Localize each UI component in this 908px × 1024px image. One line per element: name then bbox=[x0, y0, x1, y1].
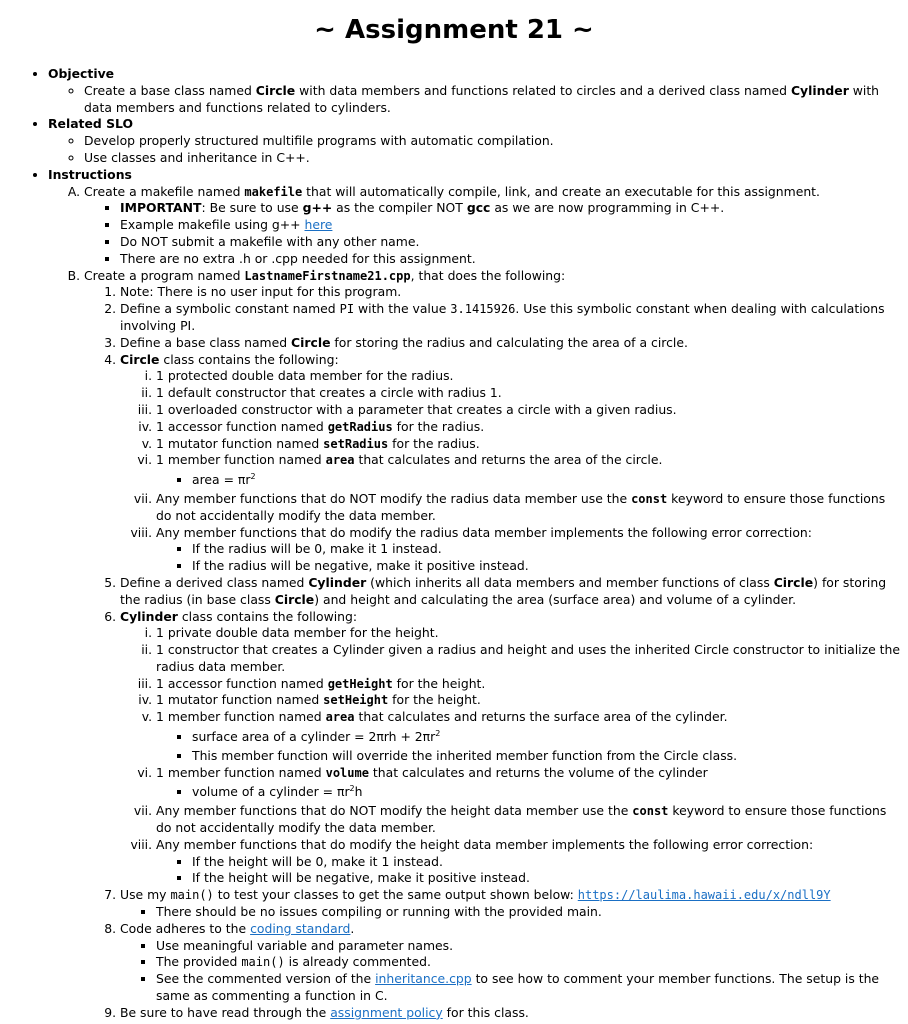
circle-item: viii. Any member functions that do modify the radius data member implements the following error correction: ▪ If the radius will be 0, make it 1 instead. ▪ If the radius will be negative, make it positive instead. bbox=[156, 525, 900, 575]
step-2: 2. Define a symbolic constant named PI with the value 3.1415926. Use this symbolic constant when dealing with calculations involving PI. bbox=[120, 301, 900, 335]
step-8: 8. Code adheres to the coding standard. ▪ Use meaningful variable and parameter names. ▪ The provided main() is already commented. ▪ See the commented version of the inheritance.cpp to see how to comment your member functions. The setup is the same as commenting a function in C. bbox=[120, 921, 900, 1005]
assignment-policy-link[interactable]: assignment policy bbox=[330, 1004, 443, 1020]
makefile-example-link[interactable]: here bbox=[304, 217, 333, 233]
page-title: ~ Assignment 21 ~ bbox=[314, 15, 594, 45]
slo-section bbox=[48, 116, 900, 166]
step-4: 4. Circle class contains the following: i. 1 protected double data member for the radius. ii. 1 default constructor that creates a circle with radius 1. iii. 1 overloaded constructor with a parameter that creates a circle with a given radius. iv. 1 accessor function named getRadius for the radius. v. 1 mutator function named setRadius for the radius. vi. 1 member function named area that calculates and returns the area of the circle. ▪ area = $\pi r^2$ vii. Any member functions that do NOT modify the radius data member use the const keyword to ensure those functions do not accidentally modify the data member. viii. Any member functions that do modify the radius data member implements the following error correction: ▪ If the radius will be 0, make it 1 instead. ▪ If the radius will be negative, make it positive instead. bbox=[120, 352, 900, 575]
circle-item: vi. 1 member function named area that calculates and returns the area of the circle. ▪ area = $\pi r^2$ bbox=[156, 452, 900, 491]
instructions-section bbox=[48, 167, 900, 1022]
circle-item: iii. 1 overloaded constructor with a parameter that creates a circle with a given radius. bbox=[156, 402, 900, 419]
objective-section bbox=[48, 66, 900, 116]
override-note: ▪ This member function will override the inherited member function from the Circle class. bbox=[192, 748, 900, 765]
objective-text: ◦ Create a base class named Circle with data members and functions related to circles and a derived class named Cylinder with data members and functions related to cylinders. bbox=[84, 83, 900, 117]
slo-item: ◦ Use classes and inheritance in C++. bbox=[84, 150, 900, 167]
main-note: ▪ There should be no issues compiling or running with the provided main. bbox=[156, 904, 900, 921]
step-3: 3. Define a base class named Circle for storing the radius and calculating the area of a circle. bbox=[120, 335, 900, 352]
area-formula: ▪ area = $\pi r^2$ bbox=[192, 469, 900, 491]
error-rule: ▪ If the radius will be 0, make it 1 instead. bbox=[192, 541, 900, 558]
coding-standard-link[interactable]: coding standard bbox=[250, 920, 351, 936]
cylinder-item: vii. Any member functions that do NOT modify the height data member use the const keyword to ensure those functions do not accidentally modify the data member. bbox=[156, 803, 900, 837]
error-rule: ▪ If the radius will be negative, make it positive instead. bbox=[192, 558, 900, 575]
makefile-name-note: ▪ Do NOT submit a makefile with any other name. bbox=[120, 234, 900, 251]
instruction-b: B. Create a program named LastnameFirstname21.cpp, that does the following: 1. Note: There is no user input for this program. 2. Define a symbolic constant named PI with the value 3.1415926. Use this symbolic constant when dealing with calculations involving PI. 3. Define a base class named Circle for storing the radius and calculating the area of a circle. 4. Circle class contains the following: i. 1 protected double data member for the radius. ii. 1 default constructor that creates a circle with radius 1. iii. 1 overloaded constructor with a parameter that creates a circle with a given radius. iv. 1 accessor function named getRadius for the radius. v. 1 mutator function named setRadius for the radius. vi. 1 member function named area that calculates and returns the area of the circle. ▪ area = $\pi r^2$ vii. Any member functions that do NOT modify the radius data member use the const keyword to ensure those functions do not accidentally modify the data member. viii. Any member functions that do modify the radius data member implements the following error correction: ▪ If the radius will be 0, make it 1 instead. ▪ If the radius will be negative, make it positive instead. 5. Define a derived class named Cylinder (which inherits all data members and member functions of class Circle) for storing the radius (in base class Circle) and height and calculating the area (surface area) and volume of a cylinder. 6. Cylinder class contains the following: i. 1 private double data member for the height. ii. 1 constructor that creates a Cylinder given a radius and height and uses the inherited Circle constructor to initialize the radius data member. iii. 1 accessor function named getHeight for the height. iv. 1 mutator function named setHeight for the height. v. 1 member function named area that calculates and returns the surface area of the cylinder. ▪ surface area of a cylinder = $2\pi rh + 2\pi r^2$ ▪ This member function will override the inherited member function from the Circle class. vi. 1 member function named volume that calculates and returns the volume of the cylinder ▪ volume of a cylinder = $\pi r^2h$ vii. Any member functions that do NOT modify the height data member use the const keyword to ensure those functions do not accidentally modify the data member. viii. Any member functions that do modify the height data member implements the following error correction: ▪ If the height will be 0, make it 1 instead. ▪ If the height will be negative, make it positive instead. 7. Use my main() to test your classes to get the same output shown below: https://laulima.hawaii.edu/x/ndll9Y ▪ There should be no issues compiling or running with the provided main. 8. Code adheres to the coding standard. ▪ Use meaningful variable and parameter names. ▪ The provided main() is already commented. ▪ See the commented version of the inheritance.cpp to see how to comment your member functions. The setup is the same as commenting a function in C. 9. Be sure to have read through the assignment policy for this class. bbox=[84, 268, 900, 1022]
objective-heading: Objective bbox=[48, 66, 115, 81]
main-output-link[interactable]: https://laulima.hawaii.edu/x/ndll9Y bbox=[577, 888, 831, 903]
cylinder-item: ii. 1 constructor that creates a Cylinder given a radius and height and uses the inherited Circle constructor to initialize the radius data member. bbox=[156, 642, 900, 676]
circle-item: vii. Any member functions that do NOT modify the radius data member use the const keyword to ensure those functions do not accidentally modify the data member. bbox=[156, 491, 900, 525]
error-rule: ▪ If the height will be negative, make it positive instead. bbox=[192, 870, 900, 887]
cylinder-item: v. 1 member function named area that calculates and returns the surface area of the cylinder. ▪ surface area of a cylinder = $2\pi rh + 2\pi r^2$ ▪ This member function will override the inherited member function from the Circle class. bbox=[156, 709, 900, 764]
cylinder-item: i. 1 private double data member for the height. bbox=[156, 625, 900, 642]
cylinder-item: viii. Any member functions that do modify the height data member implements the following error correction: ▪ If the height will be 0, make it 1 instead. ▪ If the height will be negative, make it positive instead. bbox=[156, 837, 900, 887]
error-rule: ▪ If the height will be 0, make it 1 instead. bbox=[192, 854, 900, 871]
slo-heading: Related SLO bbox=[48, 116, 133, 132]
no-extra-files-note: ▪ There are no extra .h or .cpp needed for this assignment. bbox=[120, 251, 900, 268]
circle-item: i. 1 protected double data member for the radius. bbox=[156, 368, 900, 385]
cylinder-item: iv. 1 mutator function named setHeight for the height. bbox=[156, 692, 900, 709]
step-1: 1. Note: There is no user input for this program. bbox=[120, 284, 900, 301]
circle-item: v. 1 mutator function named setRadius for the radius. bbox=[156, 436, 900, 453]
volume-formula: ▪ volume of a cylinder = $\pi r^2h$ bbox=[192, 781, 900, 803]
inheritance-cpp-link[interactable]: inheritance.cpp bbox=[375, 971, 472, 987]
surface-area-formula: ▪ surface area of a cylinder = $2\pi rh + 2\pi r^2$ bbox=[192, 726, 900, 748]
circle-item: iv. 1 accessor function named getRadius for the radius. bbox=[156, 419, 900, 436]
instructions-heading: Instructions bbox=[48, 166, 132, 182]
cylinder-item: iii. 1 accessor function named getHeight for the height. bbox=[156, 676, 900, 693]
important-note: ▪ IMPORTANT: Be sure to use g++ as the compiler NOT gcc as we are now programming in C++. bbox=[120, 200, 900, 217]
circle-item: ii. 1 default constructor that creates a circle with radius 1. bbox=[156, 385, 900, 402]
cylinder-item: vi. 1 member function named volume that calculates and returns the volume of the cylinder ▪ volume of a cylinder = $\pi r^2h$ bbox=[156, 765, 900, 804]
step-5: 5. Define a derived class named Cylinder (which inherits all data members and member functions of class Circle) for storing the radius (in base class Circle) and height and calculating the area (surface area) and volume of a cylinder. bbox=[120, 575, 900, 609]
assignment-body bbox=[0, 66, 900, 1022]
step-9: 9. Be sure to have read through the assignment policy for this class. bbox=[120, 1005, 900, 1022]
step-6: 6. Cylinder class contains the following: i. 1 private double data member for the height. ii. 1 constructor that creates a Cylinder given a radius and height and uses the inherited Circle constructor to initialize the radius data member. iii. 1 accessor function named getHeight for the height. iv. 1 mutator function named setHeight for the height. v. 1 member function named area that calculates and returns the surface area of the cylinder. ▪ surface area of a cylinder = $2\pi rh + 2\pi r^2$ ▪ This member function will override the inherited member function from the Circle class. vi. 1 member function named volume that calculates and returns the volume of the cylinder ▪ volume of a cylinder = $\pi r^2h$ vii. Any member functions that do NOT modify the height data member use the const keyword to ensure those functions do not accidentally modify the data member. viii. Any member functions that do modify the height data member implements the following error correction: ▪ If the height will be 0, make it 1 instead. ▪ If the height will be negative, make it positive instead. bbox=[120, 609, 900, 888]
standard-note: ▪ Use meaningful variable and parameter names. bbox=[156, 938, 900, 955]
standard-note: ▪ The provided main() is already commented. bbox=[156, 954, 900, 971]
top-list bbox=[0, 66, 900, 1022]
slo-item: ◦ Develop properly structured multifile programs with automatic compilation. bbox=[84, 133, 900, 150]
example-makefile: ▪ Example makefile using g++ here bbox=[120, 217, 900, 234]
step-7: 7. Use my main() to test your classes to get the same output shown below: https://laulima.hawaii.edu/x/ndll9Y ▪ There should be no issues compiling or running with the provided main. bbox=[120, 887, 900, 921]
instruction-a: A. Create a makefile named makefile that will automatically compile, link, and create an executable for this assignment. ▪ IMPORTANT: Be sure to use g++ as the compiler NOT gcc as we are now programming in C++. ▪ Example makefile using g++ here ▪ Do NOT submit a makefile with any other name. ▪ There are no extra .h or .cpp needed for this assignment. bbox=[84, 184, 900, 268]
standard-note: ▪ See the commented version of the inheritance.cpp to see how to comment your member functions. The setup is the same as commenting a function in C. bbox=[156, 971, 900, 1005]
